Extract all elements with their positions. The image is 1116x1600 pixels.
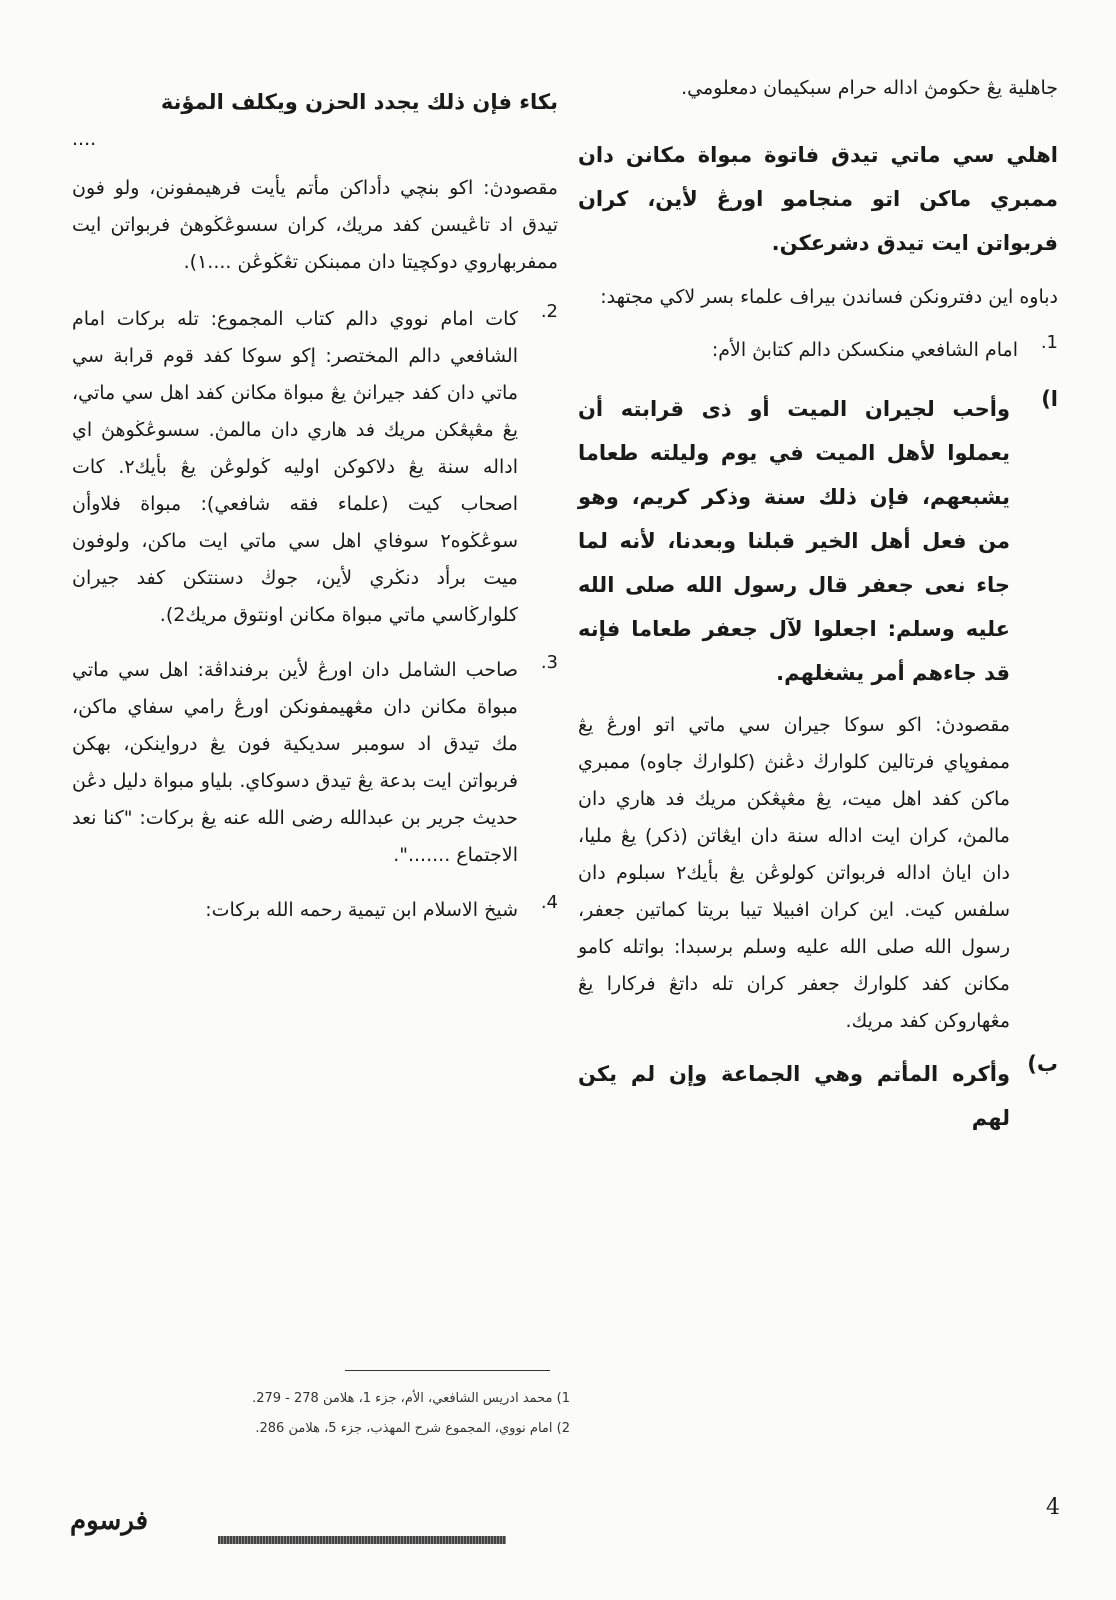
bold-question: اهلي سي ماتي تيدق فاتوة مبواة مكانن دان ممبري ماكن اتو منجامو اورڠ لأين، كران فربواتن ايت تيدق دشرعكن. bbox=[578, 143, 1058, 255]
explain-text: دباوه اين دفترونكن فساندن بيراف علماء بسر لاكي مجتهد: bbox=[600, 286, 1058, 308]
arabic-quote: وأكره المأتم وهي الجماعة وإن لم يكن لهم bbox=[578, 1062, 1010, 1130]
sub-letter: ا) bbox=[1041, 387, 1058, 411]
item-number: 1. bbox=[1040, 332, 1058, 353]
arabic-quote-continued: بكاء فإن ذلك يجدد الحزن ويكلف المؤنة bbox=[160, 90, 558, 114]
item-number: 3. bbox=[540, 652, 558, 673]
item-number: 4. bbox=[540, 892, 558, 913]
intro-text: جاهلية يڠ حكومڽ اداله حرام سبكيمان دمعلومي. bbox=[681, 77, 1058, 99]
item-text: شيخ الاسلام ابن تيمية رحمه الله بركات: bbox=[205, 899, 518, 921]
quote-meaning: مقصودڽ: اكو سوكا جيران سي ماتي اتو اورڠ يڠ ممفوڽاي فرتالين كلوارڬ دڠنڽ (كلوارڬ جاوه) ممبري ماكن كفد اهل ميت، يڠ مڠپڠكن مريك فد هاري دان مالمڽ، كران ايت اداله سنة دان ايڠاتن (ذكر) يڠ مليا، دان اياڽ اداله فربواتن كولوڠن يڠ بأيك٢ سبلوم دان سلفس كيت. اين كران افبيلا تيبا بريتا كماتين جعفر، رسول الله صلى الله عليه وسلم برسبدا: بواتله كامو مكانن كفد كلوارڬ جعفر كران تله داتڠ فركارا يڠ مڠهاروكن كفد مريك. bbox=[578, 714, 1010, 1032]
list-item bbox=[72, 301, 558, 634]
item-text: صاحب الشامل دان اورڠ لأين برفنداڤة: اهل سي ماتي مبواة مكانن دان مڠهيمفونكن اورڠ رامي سفاي ماكن، مك تيدق اد سومبر سديكية فون يڠ درواينكن، بهكن فربواتن ايت بدعة يڠ تيدق دسوكاي. بلياو مبواة دليل دڠن حديث جرير بن عبدالله رضى الله عنه يڠ بركات: "كنا نعد الاجتماع .......". bbox=[72, 659, 518, 866]
arabic-quote: وأحب لجيران الميت أو ذى قرابته أن يعملوا لأهل الميت في يوم وليلته طعاما يشبعهم، فإن ذلك سنة وذكر كريم، وهو من فعل أهل الخير قبلنا وبعدنا، لأنه لما جاء نعى جعفر قال رسول الله صلى الله عليه وسلم: اجعلوا لآل جعفر طعاما فإنه قد جاءهم أمر يشغلهم. bbox=[578, 397, 1010, 685]
left-column bbox=[72, 80, 558, 929]
footer-bar bbox=[218, 1536, 506, 1544]
footnote: 2) امام نووي، المجموع شرح المهذب، جزء 5، هلامن 286. bbox=[255, 1421, 570, 1436]
list-item bbox=[72, 652, 558, 874]
sub-item-b bbox=[578, 1052, 1058, 1140]
right-column bbox=[578, 70, 1058, 1140]
footnotes bbox=[150, 1384, 570, 1444]
sub-item-a bbox=[578, 387, 1058, 1040]
item-number: 2. bbox=[540, 301, 558, 322]
footnote-rule bbox=[345, 1370, 550, 1371]
quote-meaning-continued: مقصودڽ: اكو بنچي دأداكن مأتم يأيت فرهيمفونن، ولو فون تيدق اد تاڠيسن كفد مريك، كران سسوڠڬوهڽ فربواتن ايت ممفربهاروي دوكچيتا دان ممبنكن تڠڬوڠن ....١). bbox=[72, 177, 558, 273]
ellipsis: .... bbox=[72, 128, 97, 150]
list-item bbox=[578, 332, 1058, 369]
list-item bbox=[72, 892, 558, 929]
page-number: 4 bbox=[1046, 1495, 1060, 1520]
footer-logo: فرسوم bbox=[70, 1506, 149, 1536]
item-text: امام الشافعي منكسكن دالم كتابڽ الأم: bbox=[711, 339, 1018, 361]
footnote: 1) محمد ادريس الشافعي، الأم، جزء 1، هلامن 278 - 279. bbox=[252, 1391, 570, 1406]
item-text: كات امام نووي دالم كتاب المجموع: تله بركات امام الشافعي دالم المختصر: إكو سوكا كفد قوم قرابة سي ماتي دان كفد جيرانڽ يڠ مبواة مكانن كفد اهل سي ماتي، يڠ مڠپڠكن مريك فد هاري دان مالمڽ. سسوڠڬوهڽ اي اداله سنة يڠ دلاكوكن اوليه ڬولوڠن يڠ بأيك٢. كات اصحاب كيت (علماء فقه شافعي): مبواة فلاوأن سوڠڬوه٢ سوفاي اهل سي ماتي ايت ماكن، ولوفون ميت برأد دنڬري لأين، جوڬ دسنتكن كفد جيران كلوارڬاسي ماتي مبواة مكانن اونتوق مريك2). bbox=[72, 308, 518, 626]
sub-letter: ب) bbox=[1027, 1052, 1058, 1076]
